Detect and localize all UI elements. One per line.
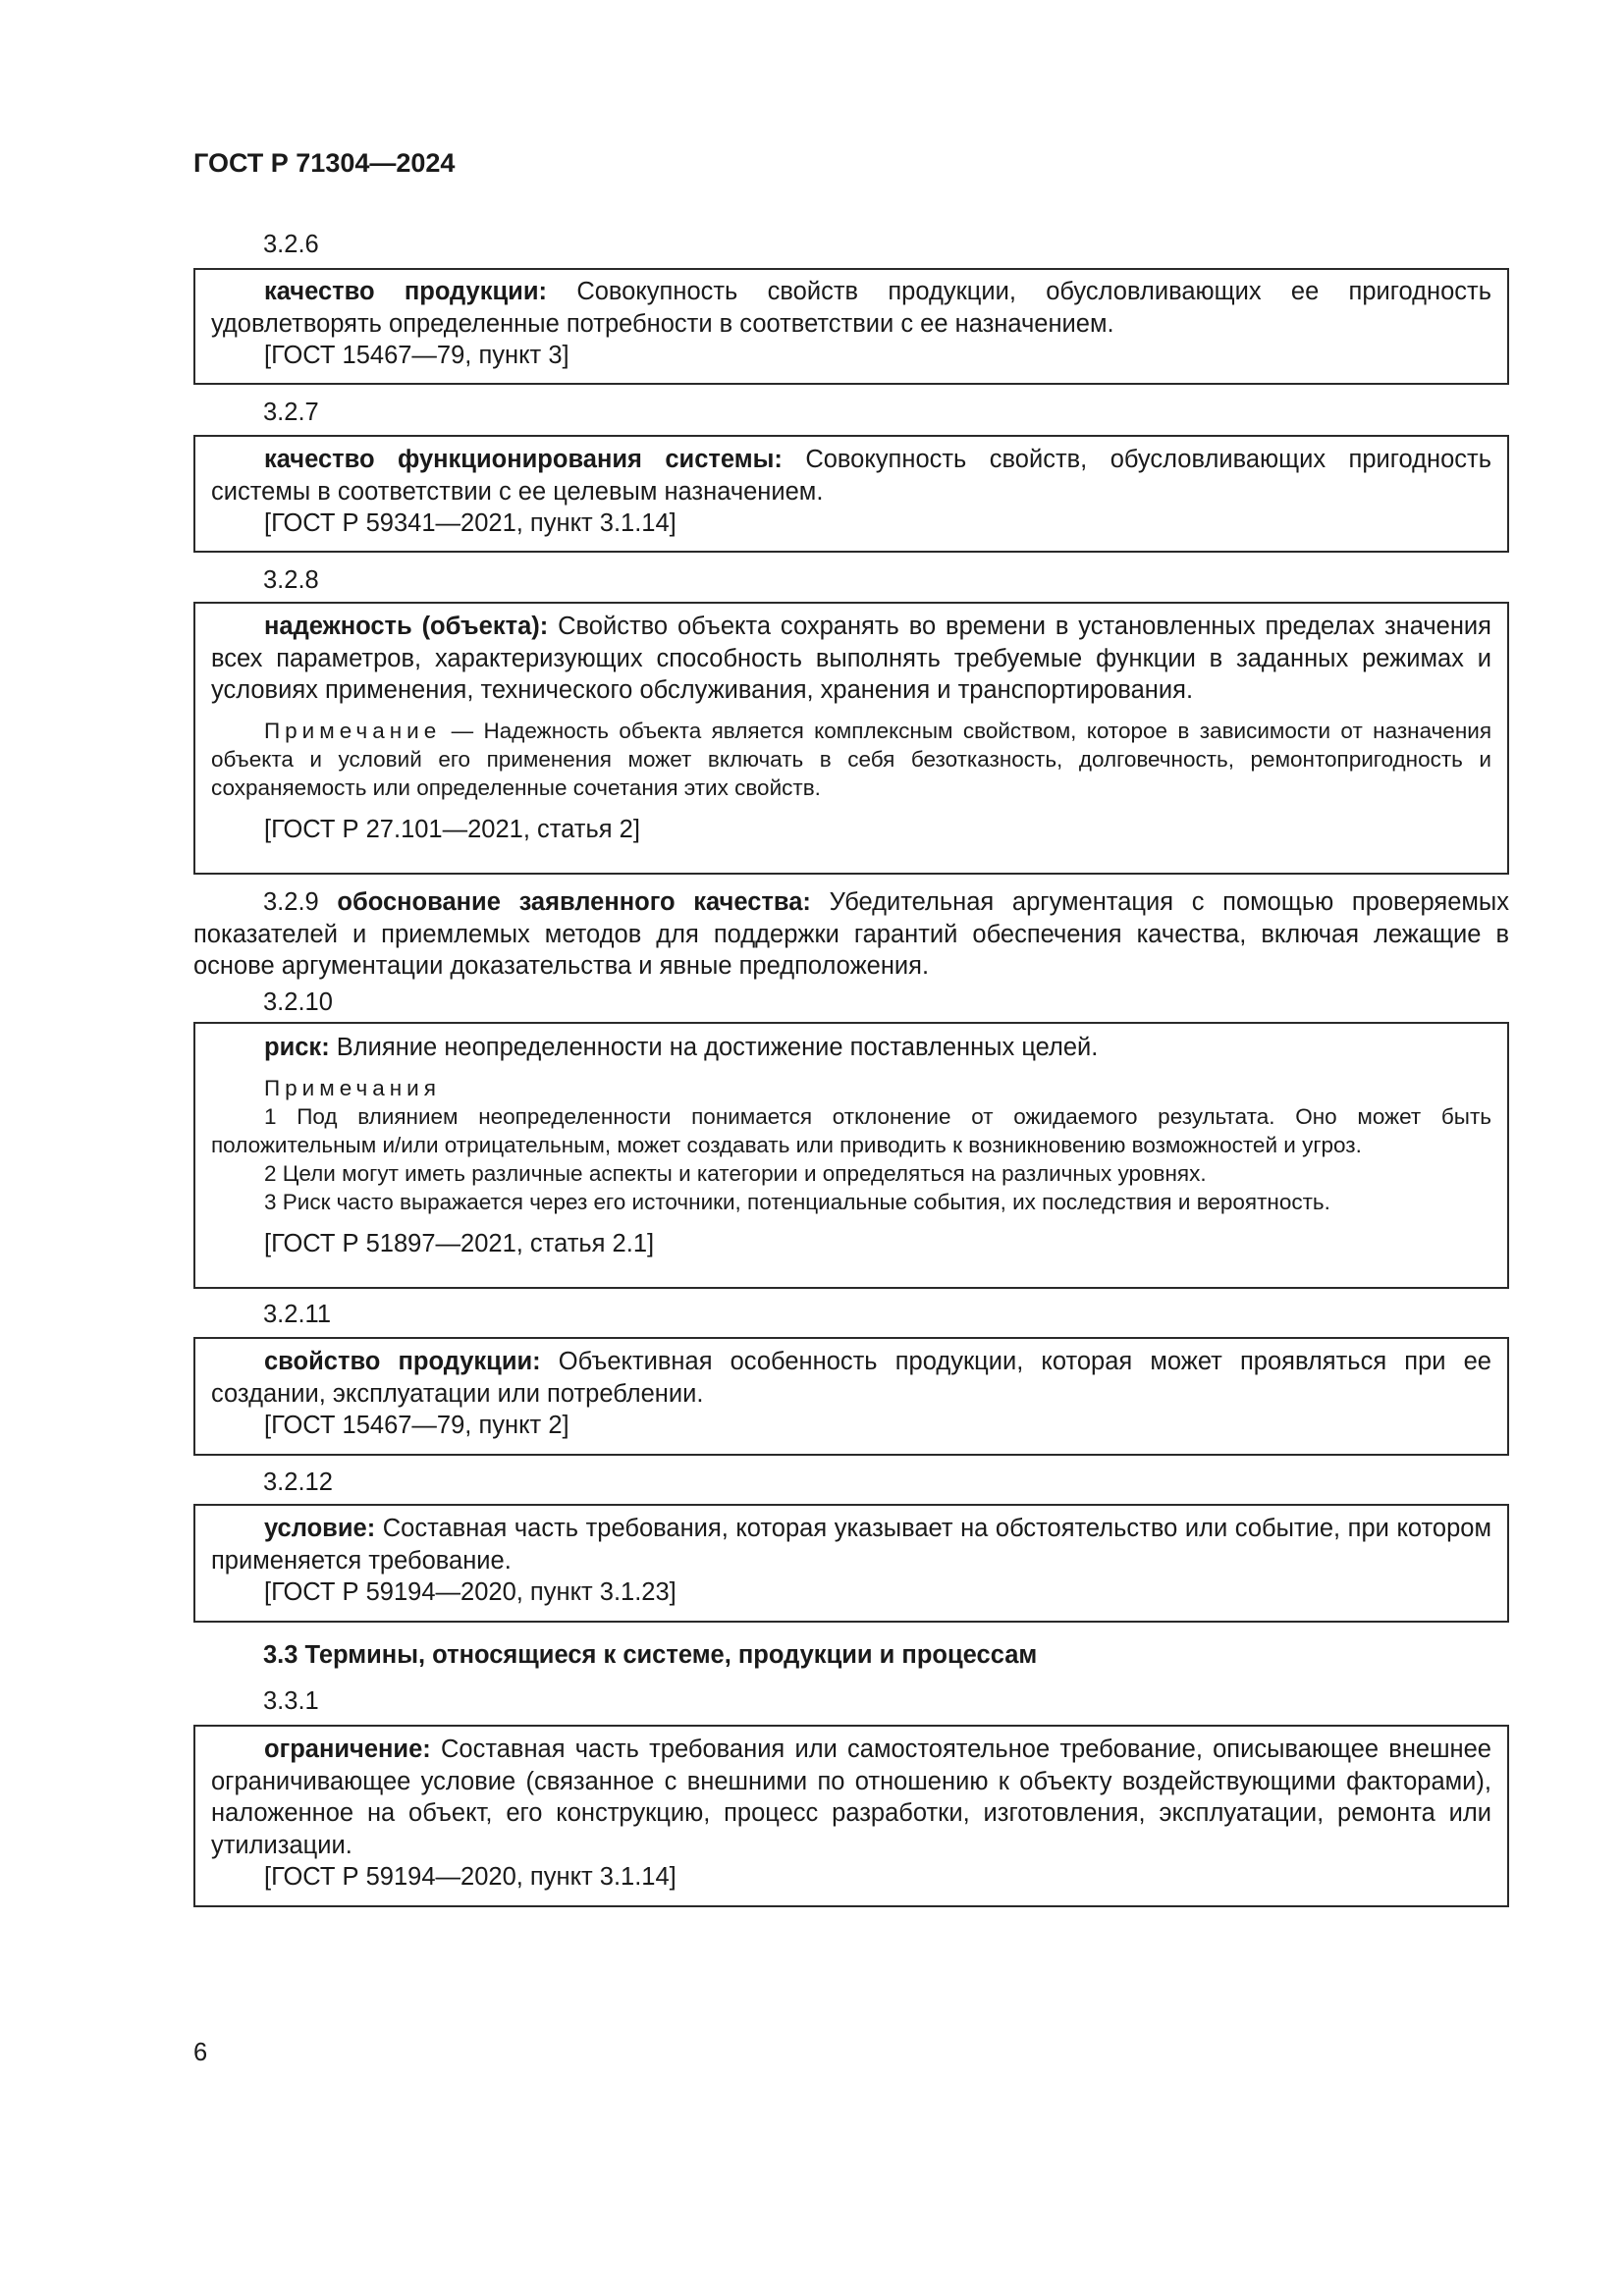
definition-text: Составная часть требования, которая указывает на обстоятельство или событие, при котором применяется требование. <box>211 1515 1491 1575</box>
term-box-3-2-7 <box>193 435 1509 553</box>
definition-text: Составная часть требования или самостоятельное требование, описывающее внешнее ограничивающее условие (связанное с внешними по отношению к объекту воздействующими факторами), наложенное на объект, его конструкцию, процесс разработки, изготовления, эксплуатации, ремонта или утилизации. <box>211 1735 1491 1859</box>
source-reference: [ГОСТ 15467—79, пункт 3] <box>264 342 569 369</box>
note-item: 2 Цели могут иметь различные аспекты и категории и определяться на различных уровнях. <box>264 1160 1207 1186</box>
source-reference: [ГОСТ Р 51897—2021, статья 2.1] <box>264 1229 655 1257</box>
note-label: Примечание <box>264 718 442 743</box>
term-name: условие: <box>264 1515 376 1542</box>
term-number: 3.3.1 <box>263 1687 319 1715</box>
term-definition <box>193 886 1509 983</box>
term-paragraph-3-2-9 <box>193 886 1509 983</box>
term-name: свойство продукции: <box>264 1348 541 1375</box>
note-item: 1 Под влиянием неопределенности понимается отклонение от ожидаемого результата. Оно может быть положительным и/или отрицательным, может создавать или приводить к возникновению возможностей и угроз. <box>211 1103 1491 1157</box>
section-heading: 3.3 Термины, относящиеся к системе, продукции и процессам <box>263 1641 1038 1669</box>
source-reference: [ГОСТ Р 27.101—2021, статья 2] <box>264 815 640 843</box>
term-number: 3.2.8 <box>263 566 319 594</box>
term-name: ограничение: <box>264 1735 431 1763</box>
term-name: качество функционирования системы: <box>264 446 783 473</box>
term-box-3-2-10 <box>193 1022 1509 1289</box>
notes-label: Примечания <box>264 1075 441 1100</box>
note-text: — Надежность объекта является комплексным свойством, которое в зависимости от назначения объекта и условий его применения может включать в себя безотказность, долговечность, ремонтопригодность и сохраняемость или определенные сочетания этих свойств. <box>211 718 1491 800</box>
term-number: 3.2.6 <box>263 231 319 258</box>
definition-text: Влияние неопределенности на достижение поставленных целей. <box>329 1034 1099 1061</box>
term-box-3-2-12 <box>193 1504 1509 1623</box>
term-number: 3.2.9 <box>263 888 319 916</box>
term-definition <box>211 611 1491 707</box>
document-header: ГОСТ Р 71304—2024 <box>193 148 456 178</box>
source-reference: [ГОСТ Р 59194—2020, пункт 3.1.14] <box>264 1863 677 1891</box>
definition-text: Совокупность свойств продукции, обусловливающих ее пригодность удовлетворять определенные потребности в соответствии с ее назначением. <box>211 278 1492 338</box>
term-definition <box>211 444 1491 507</box>
note-item: 3 Риск часто выражается через его источники, потенциальные события, их последствия и вероятность. <box>264 1189 1330 1214</box>
page-number: 6 <box>193 2039 208 2066</box>
term-name: качество продукции: <box>264 278 548 305</box>
term-box-3-2-11 <box>193 1337 1509 1456</box>
term-box-3-2-6 <box>193 268 1509 385</box>
term-number: 3.2.7 <box>263 399 319 426</box>
source-reference: [ГОСТ 15467—79, пункт 2] <box>264 1412 569 1439</box>
term-box-3-3-1 <box>193 1725 1509 1907</box>
definition-text: Убедительная аргументация с помощью проверяемых показателей и приемлемых методов для поддержки гарантий обеспечения качества, включая лежащие в основе аргументации доказательства и явные предположения. <box>193 888 1509 980</box>
term-number: 3.2.11 <box>263 1301 332 1328</box>
term-box-3-2-8 <box>193 602 1509 875</box>
term-name: риск: <box>264 1034 330 1061</box>
term-number: 3.2.10 <box>263 988 333 1016</box>
term-name: надежность (объекта): <box>264 613 549 640</box>
note <box>211 717 1491 802</box>
source-reference: [ГОСТ Р 59194—2020, пункт 3.1.23] <box>264 1578 677 1606</box>
term-definition <box>211 1032 1491 1064</box>
definition-text: Совокупность свойств, обусловливающих пригодность системы в соответствии с ее целевым назначением. <box>211 446 1492 506</box>
term-definition <box>211 1346 1491 1410</box>
definition-text: Объективная особенность продукции, которая может проявляться при ее создании, эксплуатации или потреблении. <box>211 1348 1491 1408</box>
term-number: 3.2.12 <box>263 1468 333 1496</box>
definition-text: Свойство объекта сохранять во времени в установленных пределах значения всех параметров, характеризующих способность выполнять требуемые функции в заданных режимах и условиях применения, технического обслуживания, хранения и транспортирования. <box>211 613 1491 704</box>
term-definition <box>211 1513 1491 1576</box>
source-reference: [ГОСТ Р 59341—2021, пункт 3.1.14] <box>264 509 677 537</box>
term-name: обоснование заявленного качества: <box>337 888 811 916</box>
term-definition <box>211 1734 1491 1861</box>
term-definition <box>211 276 1491 340</box>
